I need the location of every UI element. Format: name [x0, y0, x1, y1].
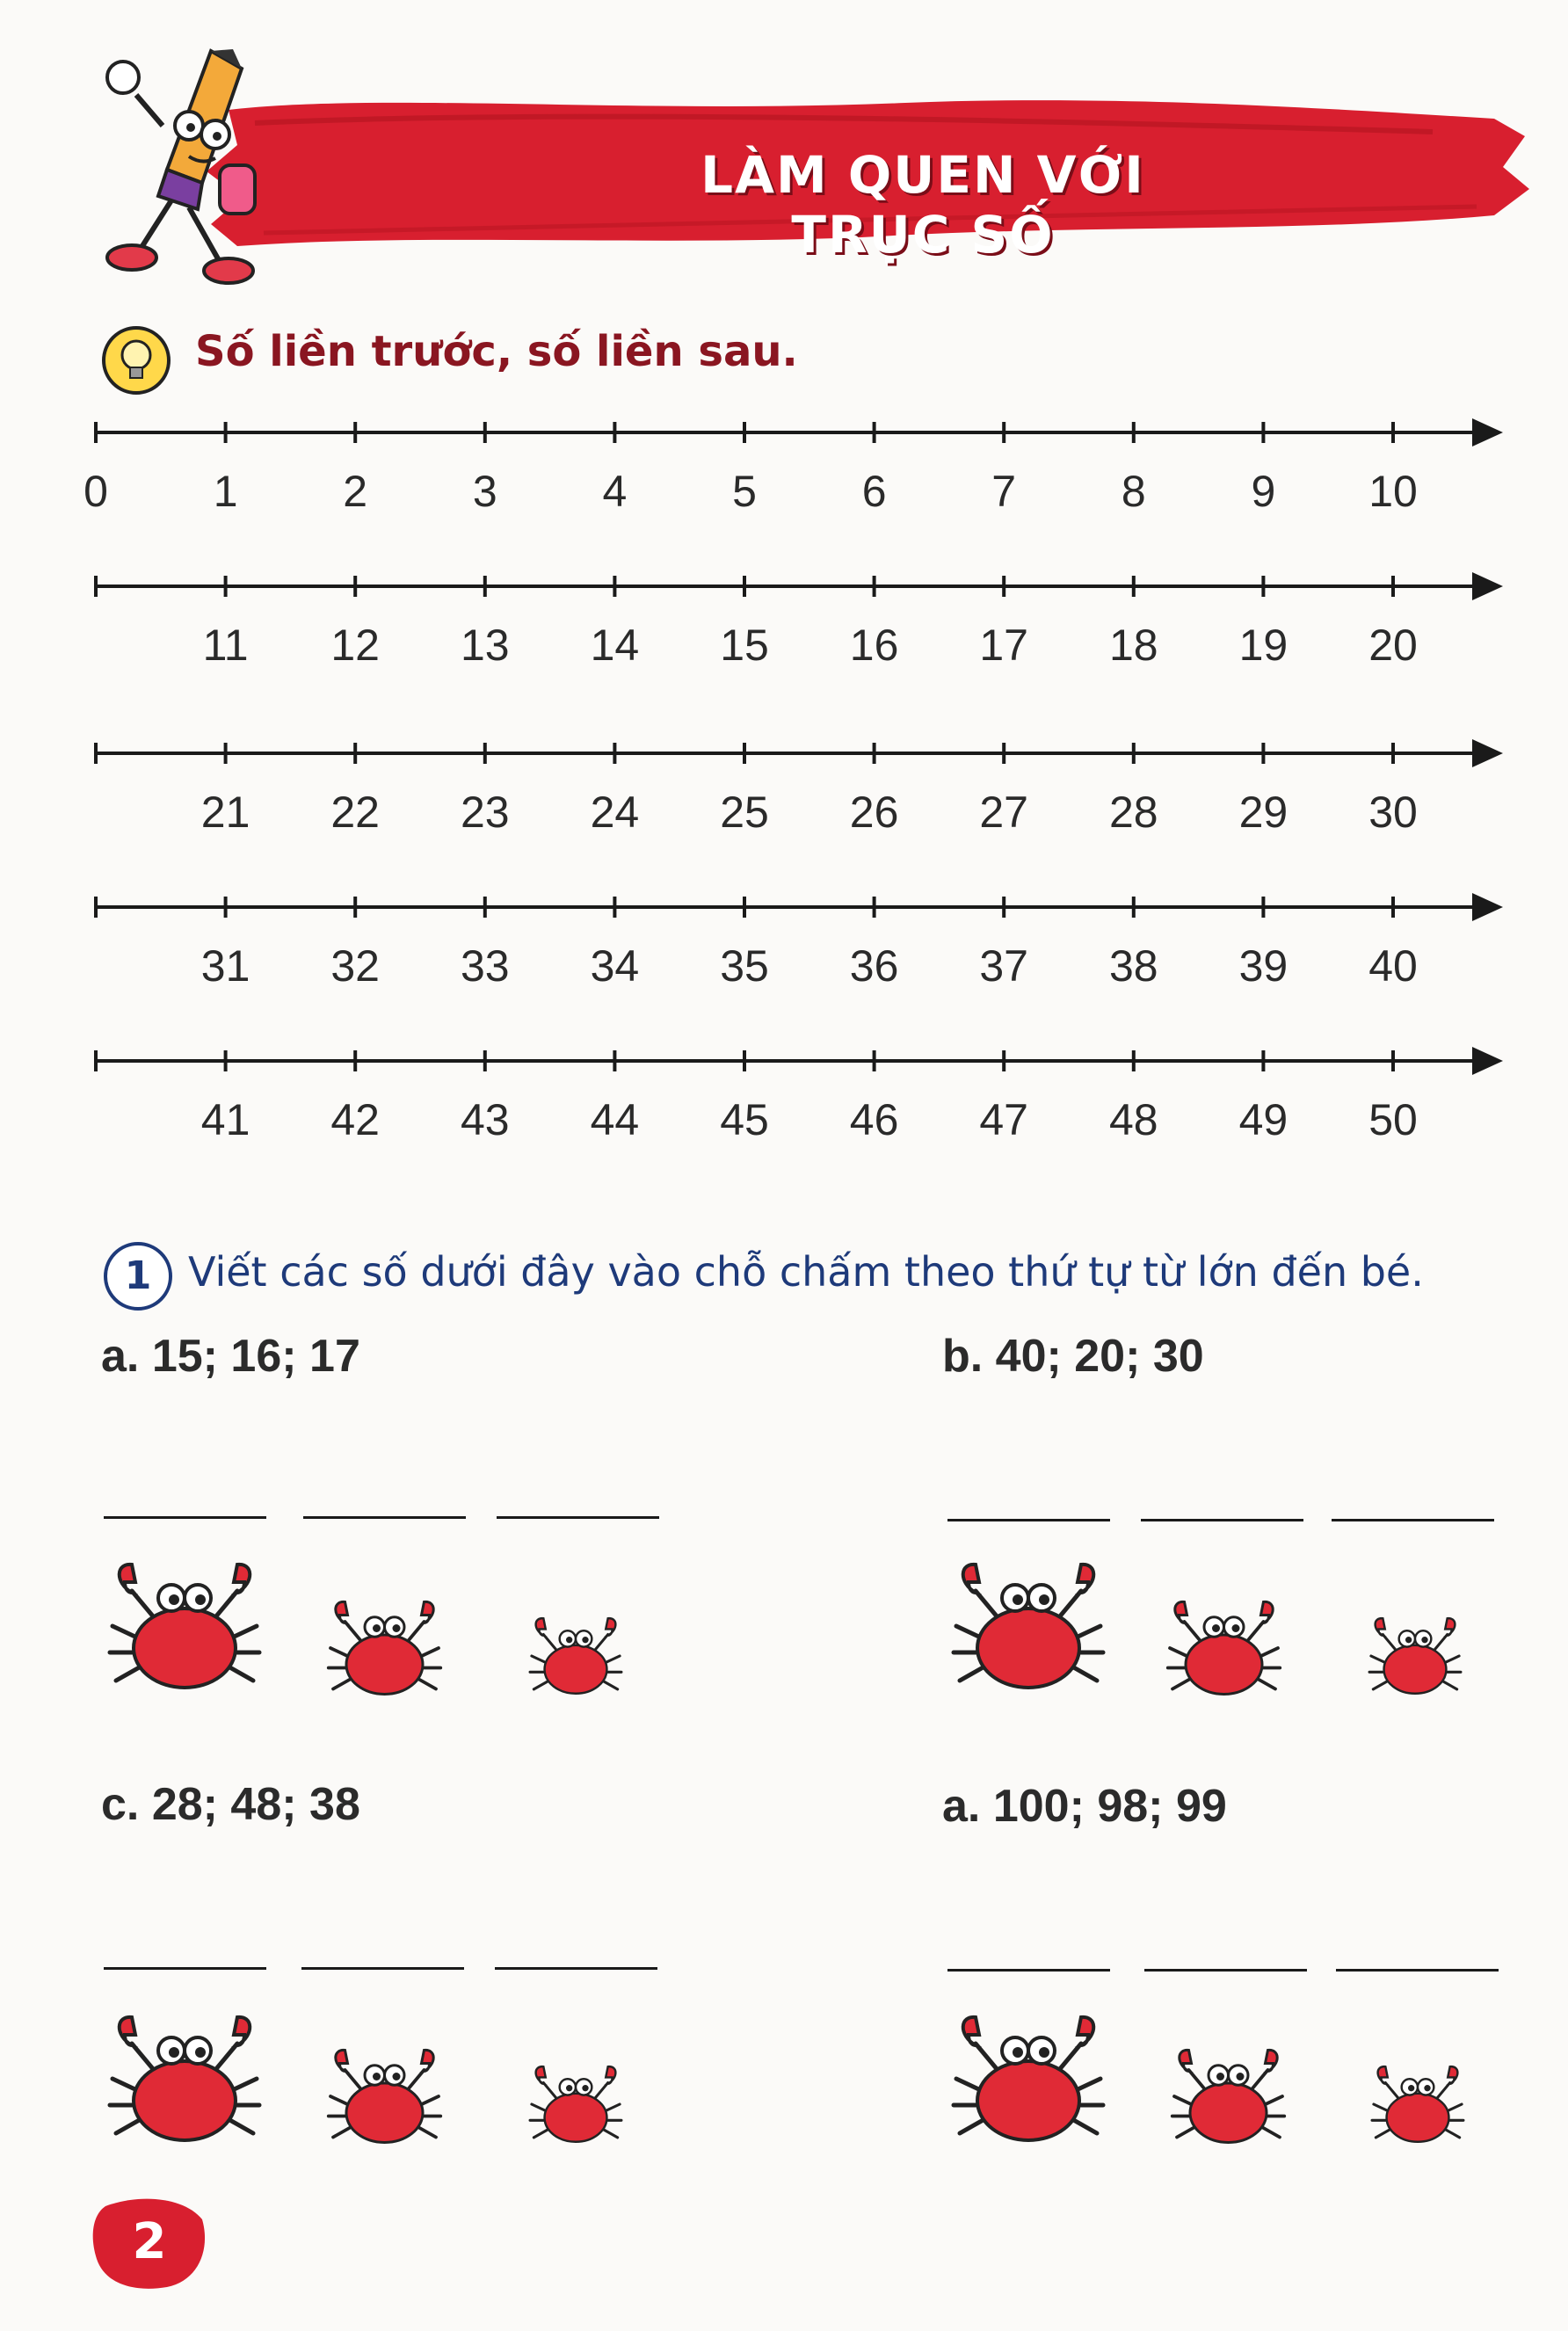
number-line-axis	[83, 888, 1507, 940]
number-line-axis	[83, 734, 1507, 787]
tick-label: 23	[460, 788, 510, 837]
tick-label: 50	[1368, 1095, 1418, 1144]
tick-label: 26	[849, 788, 899, 837]
answer-blank[interactable]	[947, 1519, 1110, 1521]
section-title: Số liền trước, số liền sau.	[195, 327, 798, 376]
tick-label: 9	[1251, 467, 1276, 516]
tick-label: 33	[460, 941, 510, 991]
tick-label: 2	[343, 467, 368, 516]
tick-label: 19	[1238, 621, 1289, 670]
tick-label: 3	[472, 467, 497, 516]
tick-label: 0	[83, 467, 108, 516]
number-line-axis	[83, 567, 1507, 620]
tick-label: 31	[200, 941, 250, 991]
tick-label: 37	[979, 941, 1028, 991]
tick-label: 12	[330, 621, 380, 670]
tick-label: 25	[720, 788, 769, 837]
page-title: LÀM QUEN VỚI TRỤC SỐ	[701, 145, 1145, 265]
crab-icon	[1169, 2044, 1288, 2149]
task-label: b. 40; 20; 30	[942, 1331, 1204, 1382]
number-line	[83, 1042, 1507, 1165]
answer-blank[interactable]	[303, 1516, 466, 1519]
number-line-axis	[83, 413, 1507, 466]
axis-arrow	[1472, 739, 1503, 767]
tick-label: 48	[1108, 1095, 1158, 1144]
pencil-mascot-icon	[88, 42, 272, 297]
answer-blank[interactable]	[1141, 1519, 1303, 1521]
page-number: 2	[132, 2213, 167, 2270]
tick-label: 15	[720, 621, 769, 670]
number-line	[83, 567, 1507, 690]
tick-label: 29	[1238, 788, 1289, 837]
tick-label: 14	[590, 621, 640, 670]
tick-label: 44	[590, 1095, 640, 1144]
tick-label: 30	[1368, 788, 1418, 837]
crab-icon	[325, 2044, 444, 2149]
tick-label: 47	[979, 1095, 1028, 1144]
tick-label: 16	[849, 621, 899, 670]
task-label: c. 28; 48; 38	[101, 1779, 360, 1830]
axis-arrow	[1472, 1047, 1503, 1075]
tick-label: 27	[979, 788, 1028, 837]
crab-icon	[527, 1613, 624, 1699]
tick-label: 39	[1238, 941, 1289, 991]
answer-blank[interactable]	[1332, 1519, 1494, 1521]
tick-label: 5	[732, 467, 757, 516]
crab-icon	[1369, 2061, 1466, 2147]
axis-arrow	[1472, 893, 1503, 921]
answer-blank[interactable]	[104, 1516, 266, 1519]
tick-label: 45	[720, 1095, 769, 1144]
tick-label: 34	[590, 941, 640, 991]
tick-label: 13	[460, 621, 510, 670]
tick-label: 10	[1368, 467, 1418, 516]
crab-icon	[105, 2008, 264, 2149]
tick-label: 24	[590, 788, 640, 837]
axis-arrow	[1472, 572, 1503, 600]
answer-blank[interactable]	[495, 1967, 657, 1970]
tick-label: 46	[849, 1095, 899, 1144]
tick-label: 22	[330, 788, 380, 837]
axis-arrow	[1472, 418, 1503, 447]
tick-label: 4	[602, 467, 628, 516]
tick-label: 40	[1368, 941, 1418, 991]
tick-label: 18	[1108, 621, 1158, 670]
number-line-axis	[83, 1042, 1507, 1094]
tick-label: 35	[720, 941, 769, 991]
crab-icon	[1165, 1595, 1283, 1701]
number-line	[83, 734, 1507, 857]
number-line	[83, 888, 1507, 1011]
tick-label: 49	[1238, 1095, 1289, 1144]
task-label: a. 15; 16; 17	[101, 1331, 360, 1382]
tick-label: 11	[202, 621, 249, 670]
number-line	[83, 413, 1507, 536]
crab-icon	[1367, 1613, 1463, 1699]
tick-label: 8	[1121, 467, 1146, 516]
crab-icon	[949, 1556, 1107, 1696]
answer-blank[interactable]	[1336, 1969, 1499, 1972]
tick-label: 38	[1108, 941, 1158, 991]
tick-label: 6	[861, 467, 887, 516]
exercise-number-badge: 1	[104, 1242, 172, 1311]
answer-blank[interactable]	[301, 1967, 464, 1970]
answer-blank[interactable]	[104, 1967, 266, 1970]
tick-label: 32	[330, 941, 380, 991]
crab-icon	[527, 2061, 624, 2147]
answer-blank[interactable]	[497, 1516, 659, 1519]
answer-blank[interactable]	[1144, 1969, 1307, 1972]
crab-icon	[325, 1595, 444, 1701]
task-label: a. 100; 98; 99	[942, 1781, 1227, 1832]
tick-label: 1	[213, 467, 238, 516]
answer-blank[interactable]	[947, 1969, 1110, 1972]
tick-label: 41	[200, 1095, 250, 1144]
exercise-instruction: Viết các số dưới đây vào chỗ chấm theo thứ tự từ lớn đến bé.	[188, 1248, 1424, 1296]
tick-label: 20	[1368, 621, 1418, 670]
crab-icon	[949, 2008, 1107, 2149]
tick-label: 17	[979, 621, 1028, 670]
lightbulb-icon	[101, 325, 171, 396]
tick-label: 21	[200, 788, 250, 837]
tick-label: 42	[330, 1095, 380, 1144]
tick-label: 36	[849, 941, 899, 991]
tick-label: 43	[460, 1095, 510, 1144]
crab-icon	[105, 1556, 264, 1696]
tick-label: 28	[1108, 788, 1158, 837]
tick-label: 7	[991, 467, 1017, 516]
